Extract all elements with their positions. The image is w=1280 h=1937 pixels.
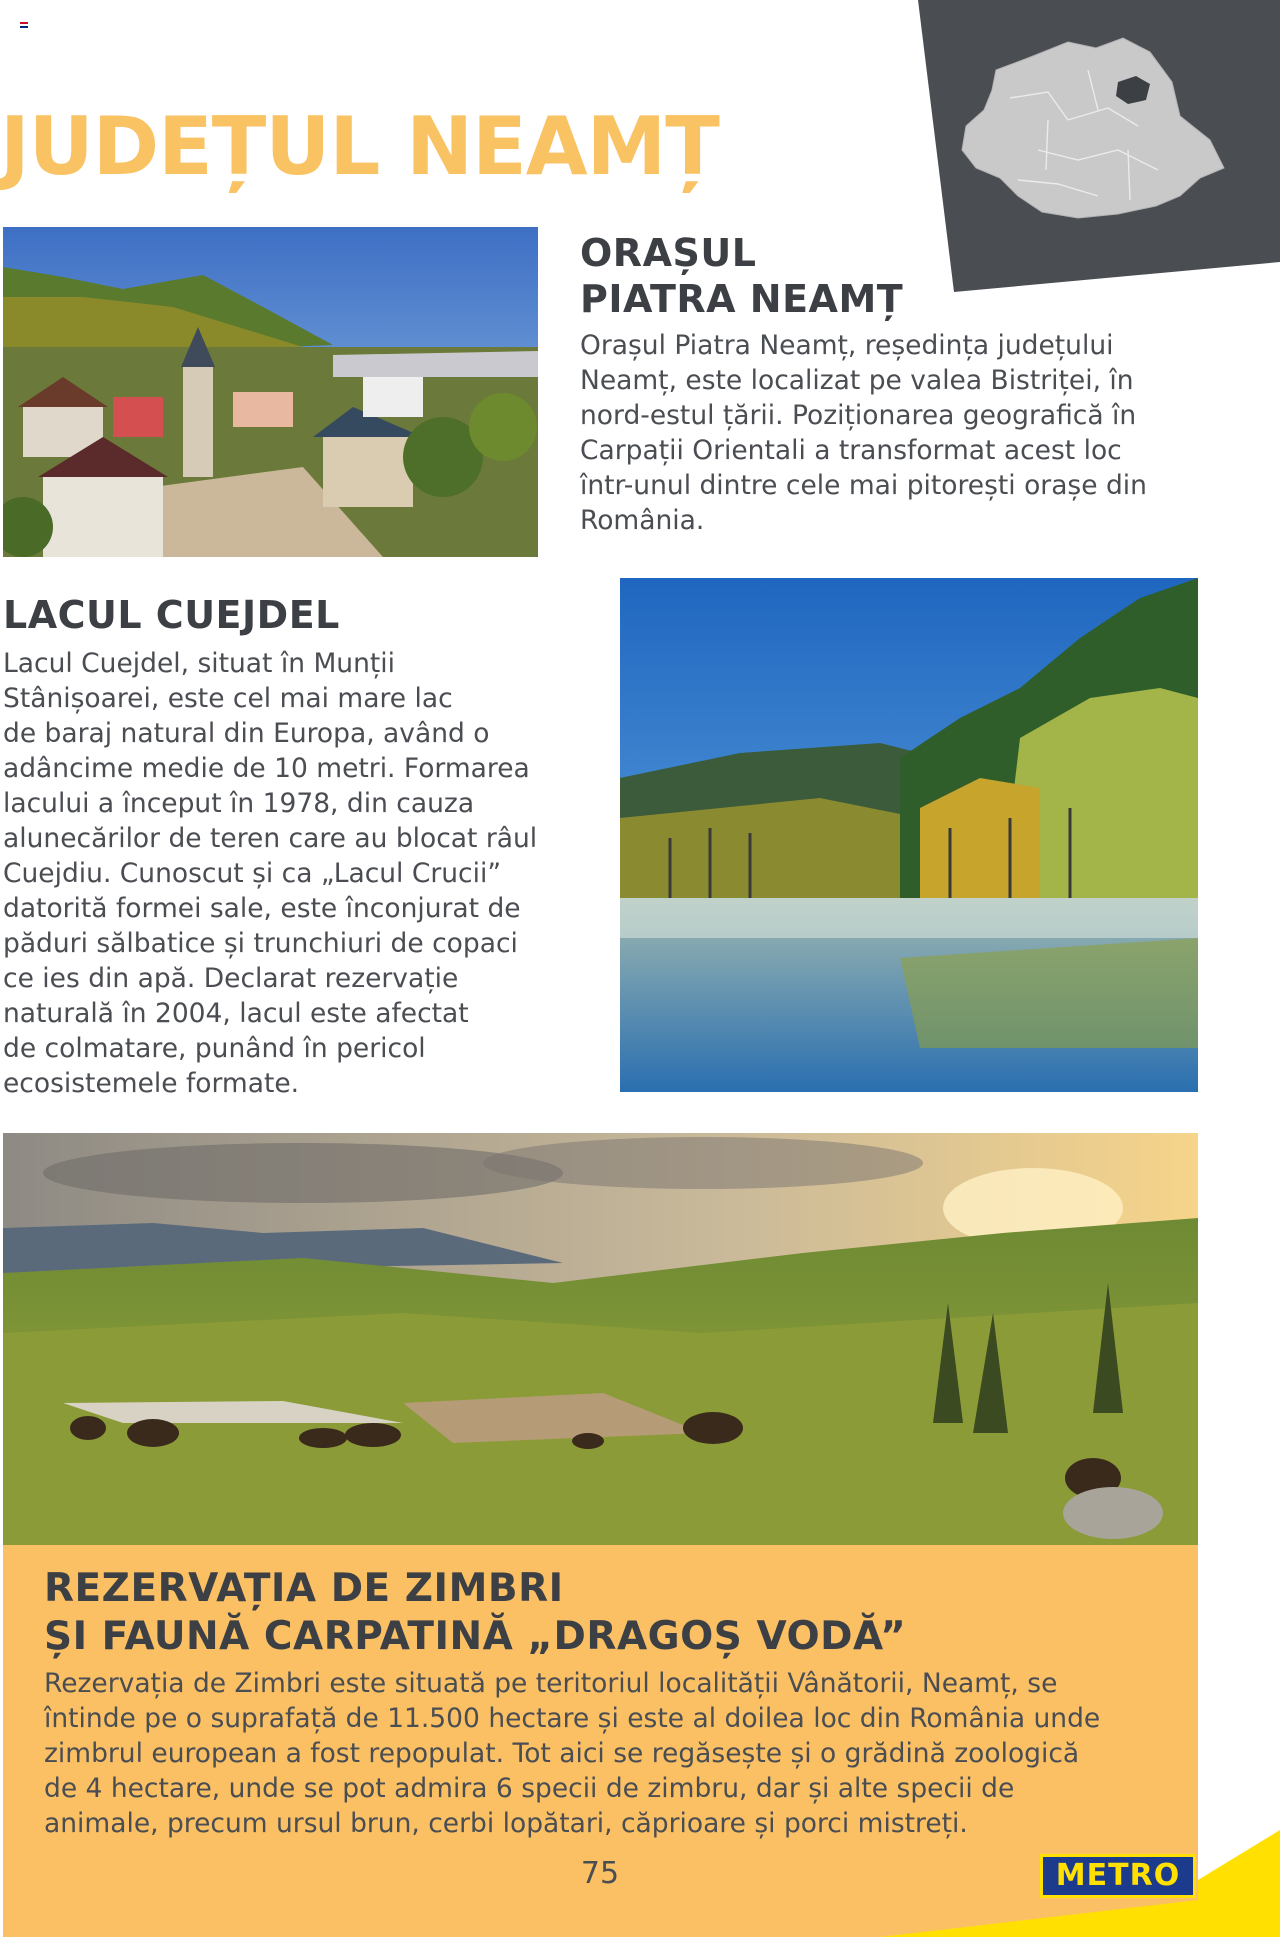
text-line: ce ies din apă. Declarat rezervație	[3, 963, 459, 994]
language-flag-icon	[20, 22, 28, 28]
text-line: adâncime medie de 10 metri. Formarea	[3, 753, 530, 784]
piatra-neamt-text	[580, 328, 1147, 538]
heading-line: ORAȘUL	[580, 231, 757, 275]
text-line: de baraj natural din Europa, având o	[3, 718, 490, 749]
lacul-cuejdel-text	[3, 646, 537, 1101]
piatra-neamt-heading	[580, 230, 903, 322]
romania-map-panel	[918, 0, 1280, 292]
page-number: 75	[580, 1856, 620, 1891]
heading-line: PIATRA NEAMȚ	[580, 277, 904, 321]
text-line: păduri sălbatice și trunchiuri de copaci	[3, 928, 518, 959]
text-line: Neamț, este localizat pe valea Bistriței, în	[580, 365, 1134, 396]
text-line: nord-estul țării. Poziționarea geografică în	[580, 400, 1137, 431]
page-title: JUDEȚUL NEAMȚ	[0, 100, 719, 193]
text-line: alunecărilor de teren care au blocat râul	[3, 823, 538, 854]
zimbri-reservation-heading	[44, 1565, 906, 1661]
text-line: Carpații Orientali a transformat acest loc	[580, 435, 1122, 466]
text-line: întinde pe o suprafață de 11.500 hectare și este al doilea loc din România unde	[44, 1703, 1101, 1734]
text-line: Stânișoarei, este cel mai mare lac	[3, 683, 453, 714]
lacul-cuejdel-photo	[620, 578, 1198, 1092]
text-line: Cuejdiu. Cunoscut și ca „Lacul Crucii”	[3, 858, 502, 889]
zimbri-reservation-text	[44, 1666, 1100, 1841]
text-line: lacului a început în 1978, din cauza	[3, 788, 475, 819]
text-line: de colmatare, punând în pericol	[3, 1033, 426, 1064]
piatra-neamt-photo	[3, 227, 538, 557]
text-line: într-unul dintre cele mai pitorești orașe din	[580, 470, 1147, 501]
text-line: naturală în 2004, lacul este afectat	[3, 998, 469, 1029]
heading-line: ȘI FAUNĂ CARPATINĂ „DRAGOȘ VODĂ”	[44, 1614, 907, 1659]
text-line: România.	[580, 505, 705, 536]
zimbri-reservation-photo	[3, 1133, 1198, 1545]
text-line: zimbrul european a fost repopulat. Tot aici se regăsește și o grădină zoologică	[44, 1738, 1080, 1769]
text-line: Lacul Cuejdel, situat în Munții	[3, 648, 396, 679]
heading-line: REZERVAȚIA DE ZIMBRI	[44, 1566, 564, 1611]
text-line: Rezervația de Zimbri este situată pe teritoriul localității Vânătorii, Neamț, se	[44, 1668, 1058, 1699]
text-line: animale, precum ursul brun, cerbi lopătari, căprioare și porci mistreți.	[44, 1808, 968, 1839]
lacul-cuejdel-heading: LACUL CUEJDEL	[3, 593, 340, 637]
text-line: ecosistemele formate.	[3, 1068, 300, 1099]
text-line: datorită formei sale, este înconjurat de	[3, 893, 521, 924]
metro-logo: METRO	[1040, 1854, 1196, 1898]
text-line: Orașul Piatra Neamț, reședința județului	[580, 330, 1114, 361]
text-line: de 4 hectare, unde se pot admira 6 specii de zimbru, dar și alte specii de	[44, 1773, 1015, 1804]
